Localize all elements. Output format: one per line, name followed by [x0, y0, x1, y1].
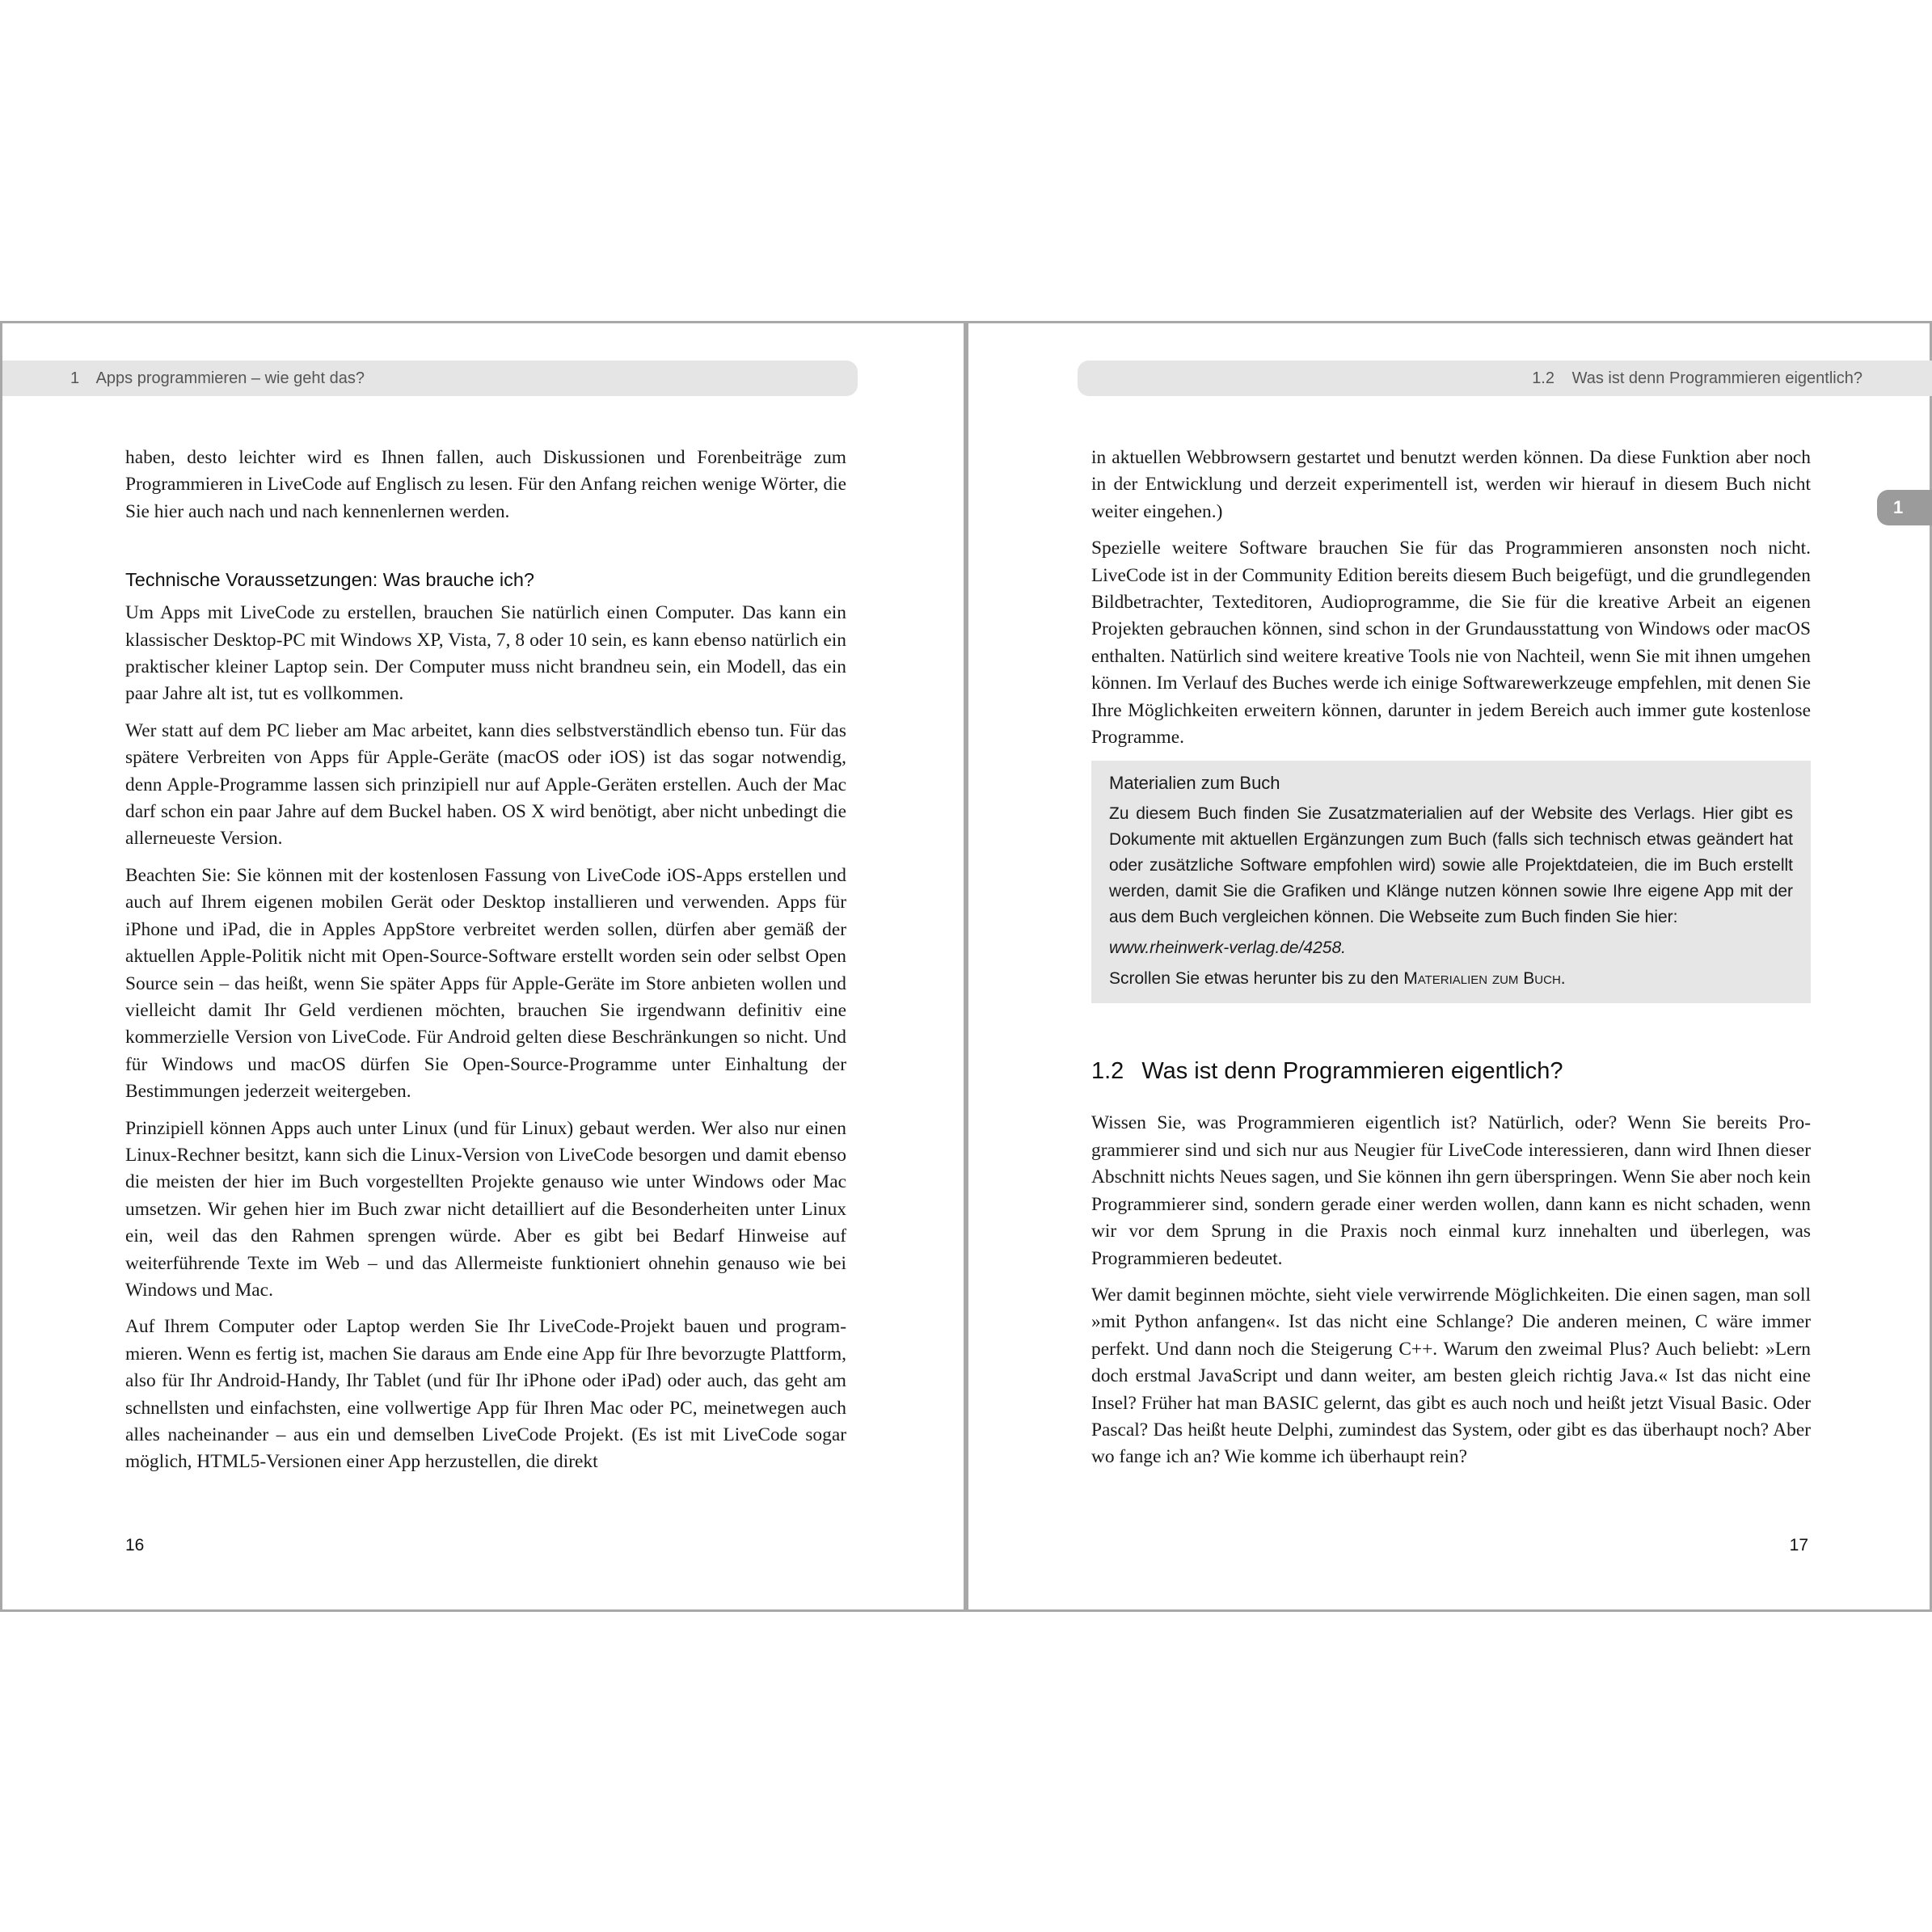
- paragraph: Prinzipiell können Apps auch unter Linux (und für Linux) gebaut werden. Wer also nur einen Linux-Rechner besitzt, kann sich die Linux-Version von LiveCode besorgen und damit ebenso die meisten der hier im Buch vorgestellten Projekte genauso wie unter Windows oder Mac umsetzen. Wir gehen hier im Buch zwar nicht detailliert auf die Besonderheiten unter Linux ein, weil das den Rahmen sprengen würde. Aber es gibt bei Bedarf Hinweise auf weiterführende Texte im Web – und das Allermeiste funktioniert ohnehin genauso wie bei Windows und Mac.: [125, 1117, 846, 1301]
- page-number-left: 16: [125, 1536, 145, 1554]
- paragraph: Wer statt auf dem PC lieber am Mac arbeitet, kann dies selbstverständlich ebenso tun. Für das spätere Verbreiten von Apps für Apple-Geräte (macOS oder iOS) ist das sogar notwendig, denn Apple-Programme lassen sich prinzipiell nur auf Apple-Geräten erstellen. Auch der Mac darf schon ein paar Jahre auf dem Buckel haben. OS X wird benötigt, aber nicht unbedingt die allerneueste Version.: [125, 719, 846, 850]
- right-body-text: [1091, 445, 1811, 1481]
- subheading: Technische Voraussetzungen: Was brauche ich?: [125, 569, 534, 591]
- section-heading-number: 1.2: [1091, 1058, 1124, 1085]
- paragraph: Wer damit beginnen möchte, sieht viele verwirrende Möglichkeiten. Die einen sagen, man soll »mit Python anfangen«. Ist das nicht eine Schlange? Die anderen meinen, C wäre immer perfekt. Und dann noch die Steigerung C++. Warum den zweimal Plus? Auch beliebt: »Lern doch erstmal JavaScript und dann weiter, am besten gleich richtig Java.« Ist das nicht eine Insel? Früher hat man BASIC gelernt, das gibt es auch noch und heißt jetzt Visual Basic. Oder Pascal? Das heißt heute Delphi, zumindest das System, oder gibt es das überhaupt noch? Aber wo fange ich an? Wie komme ich überhaupt rein?: [1091, 1284, 1811, 1468]
- chapter-tab: 1: [1877, 490, 1932, 525]
- paragraph: Um Apps mit LiveCode zu erstellen, brauchen Sie natürlich einen Computer. Das kann ein klassischer Desktop-PC mit Windows XP, Vista, 7, 8 oder 10 sein, es kann ebenso natürlich ein praktischer kleiner Laptop sein. Der Computer muss nicht brandneu sein, ein Modell, das ein paar Jahre alt ist, tut es vollkommen.: [125, 602, 846, 705]
- info-box-text: Zu diesem Buch finden Sie Zusatzmaterialien auf der Website des Verlags. Hier gibt es Dokumente mit aktuellen Ergänzungen zum Buch (falls sich technisch etwas geändert hat oder zusätzliche Software empfohlen wird) sowie alle Projektdateien, die im Buch erstellt werden, damit Sie die Grafiken und Klänge nutzen können sowie Ihre eigene App mit der aus dem Buch vergleichen können. Die Webseite zum Buch finden Sie hier:: [1109, 804, 1793, 927]
- info-box-scroll-hint: [1109, 966, 1793, 992]
- running-head-left: [2, 361, 858, 396]
- info-box-url[interactable]: www.rheinwerk-verlag.de/4258.: [1109, 939, 1346, 958]
- paragraph: Auf Ihrem Computer oder Laptop werden Sie Ihr LiveCode-Projekt bauen und programmieren. Wenn es fertig ist, machen Sie daraus am Ende eine App für Ihre bevorzugte Plattform, also für Ihr Android-Handy, Ihr Tablet (und für Ihr iPhone oder iPad) oder auch, das geht am schnellsten und einfachsten, eine vollwertige App für Ihren Mac oder PC, meinetwegen auch alles nacheinander – aus ein und demselben LiveCode Projekt. (Es ist mit LiveCode sogar möglich, HTML5-Versionen einer App herzustellen, die direkt: [125, 1316, 846, 1473]
- left-page: [0, 321, 966, 1612]
- running-head-chapter-number: 1: [70, 369, 80, 387]
- scroll-hint-smallcaps: Materialien zum Buch: [1403, 969, 1561, 989]
- paragraph: Wissen Sie, was Programmieren eigentlich ist? Natürlich, oder? Wenn Sie bereits Programmierer sind und sich nur aus Neugier für LiveCode interessieren, dann wird Ihnen dieser Abschnitt nichts Neues sagen, und Sie können ihn gern überspringen. Wenn Sie aber noch kein Programmierer sind, sondern gerade einer werden wollen, dann kann es nicht schaden, wenn wir vor dem Sprung in die Praxis noch einmal kurz innehalten und überlegen, was Programmieren bedeutet.: [1091, 1112, 1811, 1269]
- left-body-text: [125, 445, 846, 1486]
- materials-info-box: [1091, 761, 1811, 1003]
- page-number-right: 17: [1789, 1536, 1808, 1554]
- running-head-right: [1078, 361, 1932, 396]
- section-heading: [1091, 1057, 1811, 1086]
- book-spread: [0, 321, 1932, 1612]
- running-head-section-title: Was ist denn Programmieren eigentlich?: [1571, 369, 1862, 387]
- running-head-section-number: 1.2: [1532, 369, 1554, 387]
- paragraph: Beachten Sie: Sie können mit der kostenlosen Fassung von LiveCode iOS-Apps erstellen und auch auf Ihrem eigenen mobilen Gerät oder Desktop installieren und verwenden. Apps für iPhone und iPad, die in Apples AppStore verbreitet werden sollen, dürfen aber gemäß der aktuellen Apple-Politik nicht mit Open-Source-Software erstellt worden sein oder selbst Open Source sein – das heißt, wenn Sie später Apps für Apple-Geräte im Store anbieten wollen und vielleicht damit Ihr Geld verdienen möchten, brauchen Sie irgendwann definitiv eine kommerzielle Version von LiveCode. Für Android gelten diese Beschränkungen so nicht. Und für Windows und macOS dürfen Sie Open-Source-Programme unter Einhaltung der Bestimmungen jederzeit weitergeben.: [125, 864, 846, 1103]
- scroll-hint-suffix: .: [1560, 969, 1566, 989]
- paragraph: haben, desto leichter wird es Ihnen fallen, auch Diskussionen und Forenbeiträge zum Programmieren in LiveCode auf Englisch zu lesen. Für den Anfang reichen wenige Wörter, die Sie hier auch nach und nach kennenlernen werden.: [125, 447, 846, 522]
- section-heading-title: Was ist denn Programmieren eigentlich?: [1141, 1058, 1563, 1085]
- right-page: [966, 321, 1932, 1612]
- scroll-hint-prefix: Scrollen Sie etwas herunter bis zu den: [1109, 969, 1404, 989]
- running-head-chapter-title: Apps programmieren – wie geht das?: [95, 369, 365, 387]
- paragraph: Spezielle weitere Software brauchen Sie für das Programmieren ansonsten noch nicht. LiveCode ist in der Community Edition bereits diesem Buch beigefügt, und die grundlegenden Bildbetrachter, Texteditoren, Audioprogramme, die Sie für die kreative Arbeit an eigenen Projekten gebrauchen können, sind schon in der Grundausstattung von Windows oder macOS enthalten. Natürlich sind weitere kreative Tools nie von Nachteil, wenn Sie mit ihnen umgehen können. Im Verlauf des Buches werde ich einige Softwarewerkzeuge empfehlen, mit denen Sie Ihre Möglichkeiten erweitern können, darunter in jedem Bereich auch immer gute kostenlose Programme.: [1091, 538, 1811, 749]
- info-box-title: Materialien zum Buch: [1109, 773, 1280, 794]
- paragraph: in aktuellen Webbrowsern gestartet und benutzt werden können. Da diese Funktion aber noch in der Entwicklung und derzeit experimentell ist, werden wir hierauf in diesem Buch nicht weiter eingehen.): [1091, 447, 1811, 522]
